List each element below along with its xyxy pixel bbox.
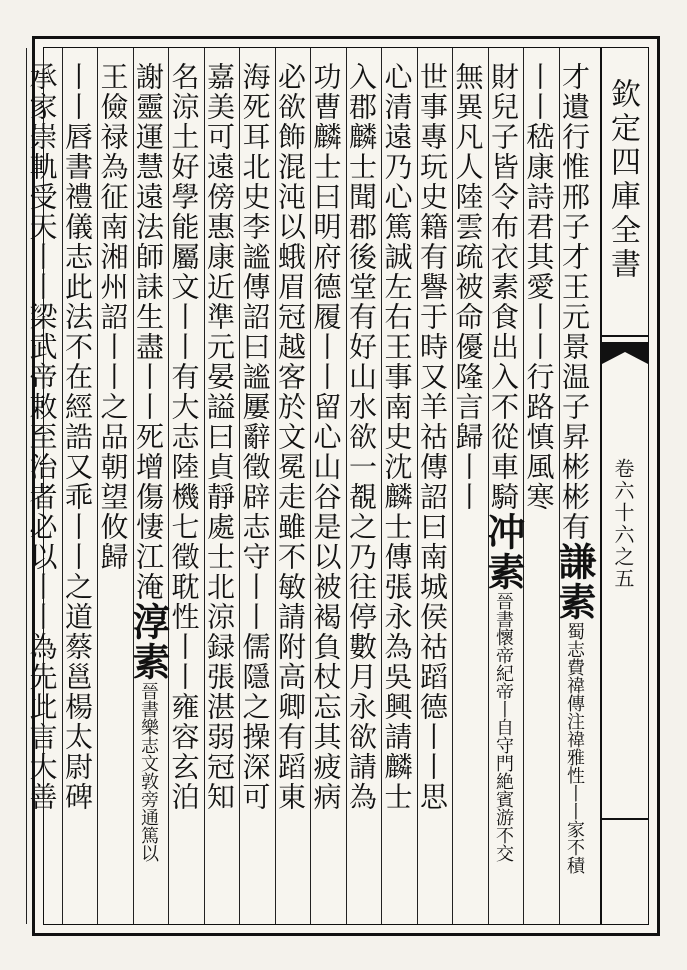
annotation-pair: [483, 592, 523, 862]
annotation-text: 雅性丨丨家不積: [564, 748, 585, 874]
column-divider: [310, 48, 311, 924]
column-divider: [26, 48, 27, 924]
annotation-text: 晉書樂志文: [138, 682, 159, 772]
column-divider: [452, 48, 453, 924]
annotation-text: 晉書懷帝紀帝丨: [493, 592, 514, 718]
inner-frame: [25, 47, 649, 925]
text-column: [346, 62, 382, 922]
main-text: 丨丨嵇康詩君其愛丨丨行路慎風寒: [522, 62, 556, 512]
text-column: [523, 62, 559, 922]
column-divider: [488, 48, 489, 924]
main-text: 財兒子皆令布衣素食出入不從車騎: [487, 62, 520, 512]
column-divider: [417, 48, 418, 924]
main-text: 功曹麟士曰明府德履丨丨留心山谷是以被褐負杖忘其疲病: [309, 62, 343, 812]
text-column: [239, 62, 275, 922]
annotation-text: 敦旁通篤以: [138, 772, 159, 862]
page-frame: [25, 36, 660, 936]
column-divider: [133, 48, 134, 924]
annotation-pair: [128, 682, 168, 862]
main-text: 承家崇軌受天丨丨梁武帝敕至治者必以丨丨為先此言大善: [25, 62, 59, 812]
main-text: 世事專玩史籍有譽于時又羊祜傳詔曰南城侯祜蹈德丨丨思: [416, 62, 449, 812]
main-text: 才遺行惟邢子才王元景温子昇彬彬有: [558, 62, 591, 542]
column-divider: [62, 48, 63, 924]
text-column: [275, 62, 311, 922]
column-divider: [275, 48, 276, 924]
main-text: 心清遠乃心篤誠左右王事南史沈麟士傳張永為吳興請麟士: [380, 62, 414, 812]
text-column: [26, 62, 62, 922]
text-column: [310, 62, 346, 922]
main-text: 海死耳北史李謐傳詔曰謐屢辭徵辟志守丨丨儒隱之操深可: [238, 62, 272, 812]
text-column: [204, 62, 240, 922]
main-text: 謝靈運慧遠法師誄生盡丨丨死增傷悽江淹: [132, 62, 165, 602]
text-column: [481, 62, 526, 922]
text-column: [381, 62, 417, 922]
column-divider: [346, 48, 347, 924]
juan-number: 卷六十六之五: [611, 458, 635, 590]
annotation-text: 自守門絶賓游不交: [493, 718, 514, 862]
fish-tail-mark-icon: [602, 334, 648, 374]
column-divider: [559, 48, 560, 924]
column-divider: [168, 48, 169, 924]
text-column: [452, 62, 488, 922]
main-text: 丨丨唇書禮儀志此法不在經誥又乖丨丨之道蔡邕楊太尉碑: [61, 62, 94, 812]
main-text: 必欲飾混沌以蛾眉冠越客於文冕走雖不敏請附高卿有蹈東: [274, 62, 307, 812]
column-divider: [239, 48, 240, 924]
text-column: [97, 62, 133, 922]
entry-heading: 謙素: [552, 542, 597, 622]
main-text: 無異凡人陸雲疏被命優隆言歸丨丨: [451, 62, 485, 512]
column-divider: [381, 48, 382, 924]
header-strip: [600, 48, 648, 924]
main-text: 王儉禄為征南湘州詔丨丨之品朝望攸歸: [96, 62, 130, 572]
main-text: 名涼土好學能屬文丨丨有大志陸機七徵耽性丨丨雍容玄泊: [167, 62, 201, 812]
text-column: [552, 62, 597, 922]
text-column: [417, 62, 453, 922]
column-divider: [523, 48, 524, 924]
annotation-pair: [554, 622, 594, 874]
text-column: [126, 62, 171, 922]
entry-heading: 冲素: [481, 512, 526, 592]
column-divider: [204, 48, 205, 924]
annotation-text: 蜀志費禕傳注禕: [564, 622, 585, 748]
lower-mark: [602, 818, 648, 834]
main-text: 入郡麟士聞郡後堂有好山水欲一覩之乃往停數月永欲請為: [345, 62, 378, 812]
column-divider: [97, 48, 98, 924]
main-text: 嘉美可遠傍惠康近準元晏謚曰貞靜處士北涼録張湛弱冠知: [203, 62, 236, 812]
text-column: [168, 62, 204, 922]
book-title: 欽定四庫全書: [605, 78, 640, 282]
entry-heading: 淳素: [126, 602, 171, 682]
text-column: [62, 62, 98, 922]
